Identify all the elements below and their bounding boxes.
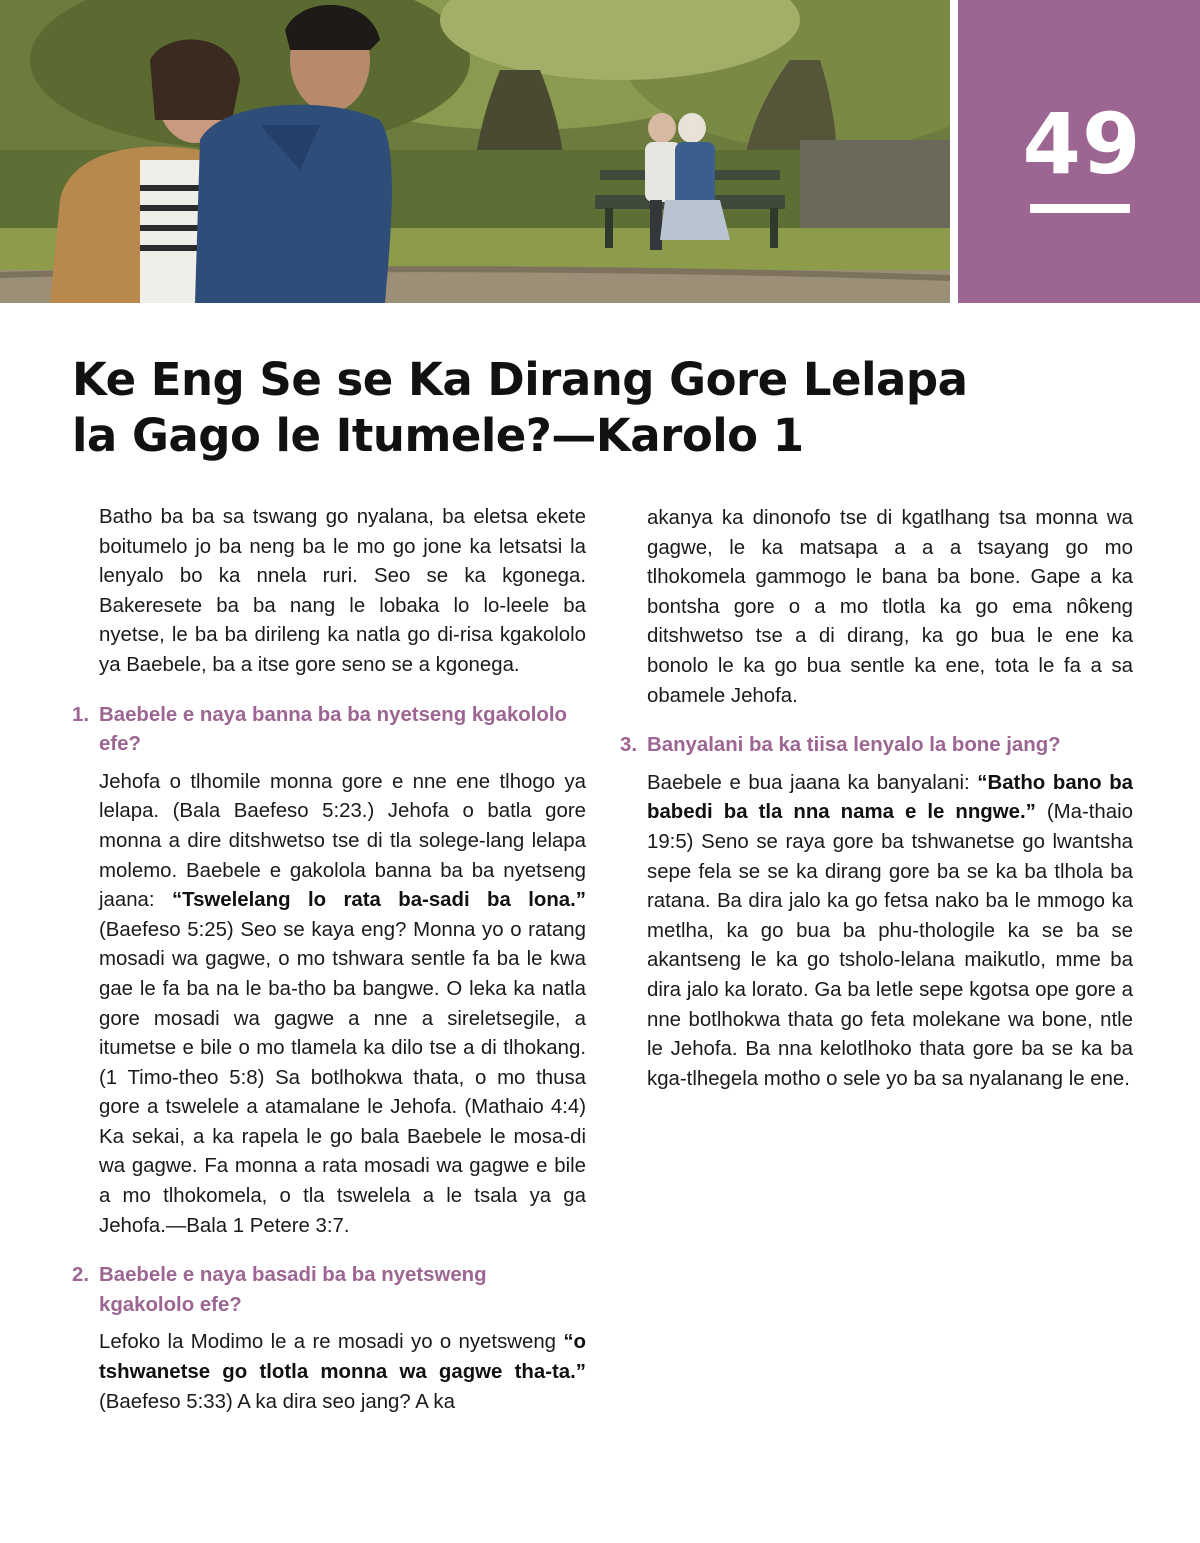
left-column [72, 503, 586, 1417]
lesson-number: 49 [1022, 95, 1142, 193]
answer-1-text-a: Jehofa o tlhomile monna gore e nne ene tlhogo ya lelapa. (Bala Baefeso 5:23.) Jehofa o batla gore monna a dire ditshwetso tse di tla solege-lang lelapa molemo. Baebele e gakolola banna ba ba nyetseng jaana: [99, 770, 586, 912]
answer-3-text-a: Baebele e bua jaana ka banyalani: [647, 771, 978, 794]
answer-3-paragraph [647, 769, 1133, 1095]
question-2 [72, 1261, 586, 1320]
answer-2-paragraph [99, 1328, 586, 1417]
answer-1-text-b: (Baefeso 5:25) Seo se kaya eng? Monna yo o ratang mosadi wa gagwe, o mo tshwara sentle fa ba le kwa gae le fa ba na le ba-tho ba bangwe. O leka ka natla gore mosadi wa gagwe a nne a sireletsegile, a itumetse e bile o mo tlamela ka dilo tse a di tlhokang. (1 Timo-theo 5:8) Sa botlhokwa thata, o mo thusa gore a tswelele a atamalane le Jehofa. (Mathaio 4:4) Ka sekai, a ka rapela le go bala Baebele le mosa-di wa gagwe. Fa monna a rata mosadi wa gagwe e bile a mo tlhokomela, o tla tswelela a le tsala ya ga Jehofa.—Bala 1 Petere 3:7. [99, 918, 586, 1237]
question-1-text: Baebele e naya banna ba ba nyetseng kgakololo efe? [99, 703, 568, 756]
answer-3-text-b: (Ma-thaio 19:5) Seno se raya gore ba tshwanetse go lwantsha sepe fela se se ka dirang gore ba se ka ba tlhola ba ratana. Ba dira jalo ka go fetsa nako ba le mmogo ka metlha, ka go bua ba phu-thologile ka se ba se akantseng le ka go tsholo-lelana maikutlo, mme ba dira jalo ka lorato. Ga ba letle sepe kgotsa ope gore a nne botlhokwa thata go feta molekane wa bone, ntle le Jehofa. Ba nna kelotlhoko thata gore ba se ka ba kga-tlhegela motho o sele yo ba sa nyalanang le ene. [647, 801, 1133, 1090]
answer-3-quote: “Batho bano ba babedi ba tla nna nama e le nngwe.” [647, 771, 1133, 824]
answer-2-text-b-start: (Baefeso 5:33) A ka dira seo jang? A ka [99, 1390, 455, 1413]
badge-underline [1030, 204, 1130, 213]
question-1 [72, 701, 586, 760]
question-2-text: Baebele e naya basadi ba ba nyetsweng kgakololo efe? [99, 1264, 487, 1316]
question-1-number: 1. [72, 703, 90, 726]
lesson-number-badge [958, 0, 1200, 303]
park-scene-image [0, 0, 950, 303]
answer-2-quote: “o tshwanetse go tlotla monna wa gagwe tha-ta.” [99, 1331, 586, 1384]
page-title [72, 352, 1072, 464]
question-3 [620, 731, 1133, 761]
answer-2-continued: akanya ka dinonofo tse di kgatlhang tsa monna wa gagwe, le ka matsapa a a a tsayang go mo tlhokomela gammogo le bana ba bone. Gape a ka bontsha gore o a mo tlotla ka go ema nôkeng ditshwetso tse a di dirang, ka go bua le ene ka bonolo le ka go bua sentle ka ene, tota le fa a sa obamele Jehofa. [647, 507, 1133, 707]
answer-1-quote: “Tswelelang lo rata ba-sadi ba lona.” [171, 889, 586, 912]
title-line-1: Ke Eng Se se Ka Dirang Gore Lelapa [72, 353, 968, 406]
question-2-number: 2. [72, 1264, 90, 1287]
header-photo [0, 0, 950, 303]
intro-paragraph: Batho ba ba sa tswang go nyalana, ba eletsa ekete boitumelo jo ba neng ba le mo go jone ka letsatsi la lenyalo bo ka nnela ruri. Seo se ka kgonega. Bakeresete ba ba nang le lobaka lo lo-leele ba nyetse, le ba ba dirileng ka natla go di-risa kgakololo ya Baebele, ba a itse gore seno se a kgonega. [99, 506, 586, 676]
answer-1-paragraph [99, 768, 586, 1242]
right-column [620, 504, 1133, 1094]
answer-2-text-a: Lefoko la Modimo le a re mosadi yo o nyetsweng [99, 1331, 564, 1354]
question-3-text: Banyalani ba ka tiisa lenyalo la bone jang? [647, 734, 1061, 757]
question-3-number: 3. [620, 734, 638, 757]
title-line-2: la Gago le Itumele?—Karolo 1 [72, 409, 804, 462]
